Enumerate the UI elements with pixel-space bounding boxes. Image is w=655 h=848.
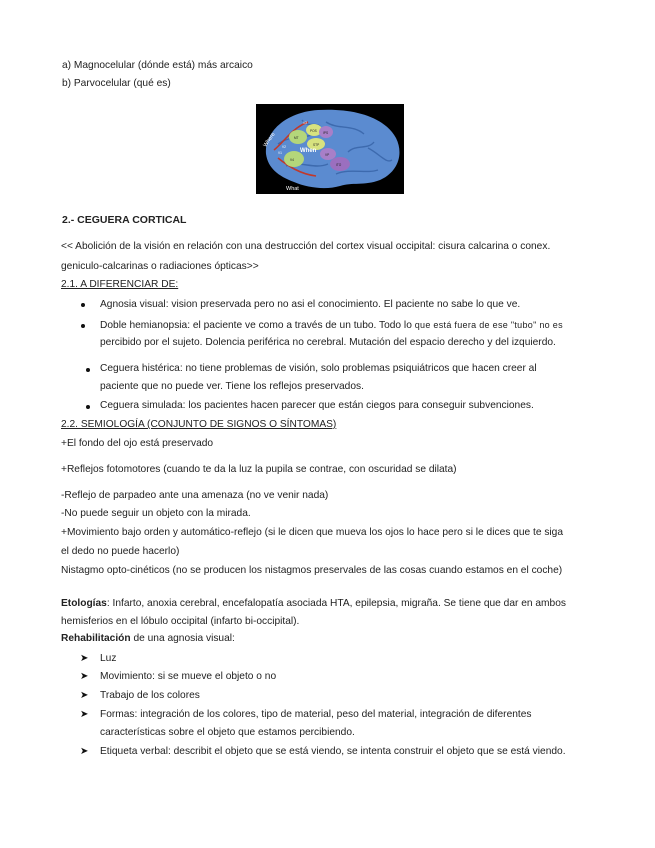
- rehab-item: Formas: integración de los colores, tipo de material, peso del material, integración de diferentes: [100, 709, 532, 720]
- arrow-bullet-icon: ➤: [80, 653, 89, 664]
- semiology-line: +Reflejos fotomotores (cuando te da la luz la pupila se contrae, con oscuridad se dilata): [61, 464, 457, 475]
- rehab-item: Movimiento: si se mueve el objeto o no: [100, 671, 277, 682]
- diff-item-agnosia: Agnosia visual: vision preservada pero no asi el conocimiento. El paciente no sabe lo que ve.: [100, 299, 521, 310]
- brain-figure: [256, 104, 404, 194]
- hemianopsia-text-a: Doble hemianopsia: el paciente ve como a través de un tubo. Todo lo: [100, 320, 415, 331]
- rehab-item-continuation: características sobre el objeto que estamos percibiendo.: [100, 727, 355, 738]
- rehab-item: Etiqueta verbal: describit el objeto que se está viendo, se intenta construir el objeto que se está viendo.: [100, 746, 566, 757]
- diff-item-hemianopsia-line-1: [100, 318, 563, 333]
- etiology-label: Etologías: [61, 598, 107, 609]
- brain-illustration: [256, 104, 404, 194]
- subsection-title-semiology: 2.2. SEMIOLOGÍA (CONJUNTO DE SIGNOS O SÍNTOMAS): [61, 419, 337, 430]
- label-vp: VP: [325, 153, 330, 157]
- semiology-line: -Reflejo de parpadeo ante una amenaza (no ve venir nada): [61, 490, 329, 501]
- label-v4: V4: [290, 158, 294, 162]
- semiology-line: +El fondo del ojo está preservado: [61, 438, 214, 449]
- bullet-dot: [86, 405, 90, 409]
- rehab-item: Trabajo de los colores: [100, 690, 200, 701]
- label-v3: V3: [303, 121, 307, 125]
- arrow-bullet-icon: ➤: [80, 746, 89, 757]
- diff-item-histerica-line-1: Ceguera histérica: no tiene problemas de visión, solo problemas psiquiátricos que hacen creer al: [100, 363, 537, 374]
- rehab-label: Rehabilitación: [61, 633, 131, 644]
- label-v2: V2: [282, 145, 286, 149]
- subsection-title-differentiate: 2.1. A DIFERENCIAR DE:: [61, 279, 179, 290]
- arrow-bullet-icon: ➤: [80, 690, 89, 701]
- label-when: When: [300, 148, 317, 154]
- etiology-line-1: [61, 597, 566, 611]
- bullet-dot: [81, 324, 85, 328]
- section-heading: 2.- CEGUERA CORTICAL: [62, 214, 187, 226]
- intro-item-a: a) Magnocelular (dónde está) más arcaico: [62, 60, 253, 71]
- semiology-line: -No puede seguir un objeto con la mirada.: [61, 508, 251, 519]
- label-mt: MT: [294, 136, 299, 140]
- etiology-line-2: hemisferios en el lóbulo occipital (infarto bi-occipital).: [61, 616, 300, 627]
- semiology-line: +Movimiento bajo orden y automático-reflejo (si le dicen que mueva los ojos lo hace pero si le dices que te siga: [61, 527, 564, 538]
- rehab-item: Luz: [100, 653, 117, 664]
- intro-item-b: b) Parvocelular (qué es): [62, 78, 171, 89]
- arrow-bullet-icon: ➤: [80, 709, 89, 720]
- label-ito: ITO: [336, 163, 342, 167]
- diff-item-histerica-line-2: paciente que no puede ver. Tiene los reflejos preservados.: [100, 381, 364, 392]
- rehab-text: de una agnosia visual:: [130, 633, 235, 644]
- etiology-text: : Infarto, anoxia cerebral, encefalopatía asociada HTA, epilepsia, migraña. Se tiene que dar en ambos: [106, 598, 566, 609]
- bullet-dot: [81, 303, 85, 307]
- label-stp: STP: [313, 143, 320, 147]
- label-where: Where: [262, 131, 277, 149]
- hemianopsia-text-b: que está fuera de ese "tubo" no es: [414, 320, 563, 330]
- diff-item-simulada: Ceguera simulada: los pacientes hacen parecer que están ciegos para conseguir subvenciones.: [100, 400, 534, 411]
- arrow-bullet-icon: ➤: [80, 671, 89, 682]
- definition-line-1: << Abolición de la visión en relación con una destrucción del cortex visual occipital: cisura calcarina o conex.: [61, 241, 551, 252]
- bullet-dot: [86, 368, 90, 372]
- semiology-line: el dedo no puede hacerlo): [61, 546, 180, 557]
- semiology-line: Nistagmo opto-cinéticos (no se producen los nistagmos preservales de las cosas cuando estamos en el coche): [61, 565, 563, 576]
- label-v1: V1: [278, 151, 282, 155]
- definition-line-2: geniculo-calcarinas o radiaciones ópticas>>: [61, 261, 259, 272]
- diff-item-hemianopsia-line-2: percibido por el sujeto. Dolencia periférica no cerebral. Mutación del espacio derecho y del izquierdo.: [100, 337, 556, 348]
- label-what: What: [286, 186, 299, 192]
- label-ips: IPS: [323, 131, 329, 135]
- label-pos: POS: [310, 129, 317, 133]
- rehab-heading: [61, 632, 235, 646]
